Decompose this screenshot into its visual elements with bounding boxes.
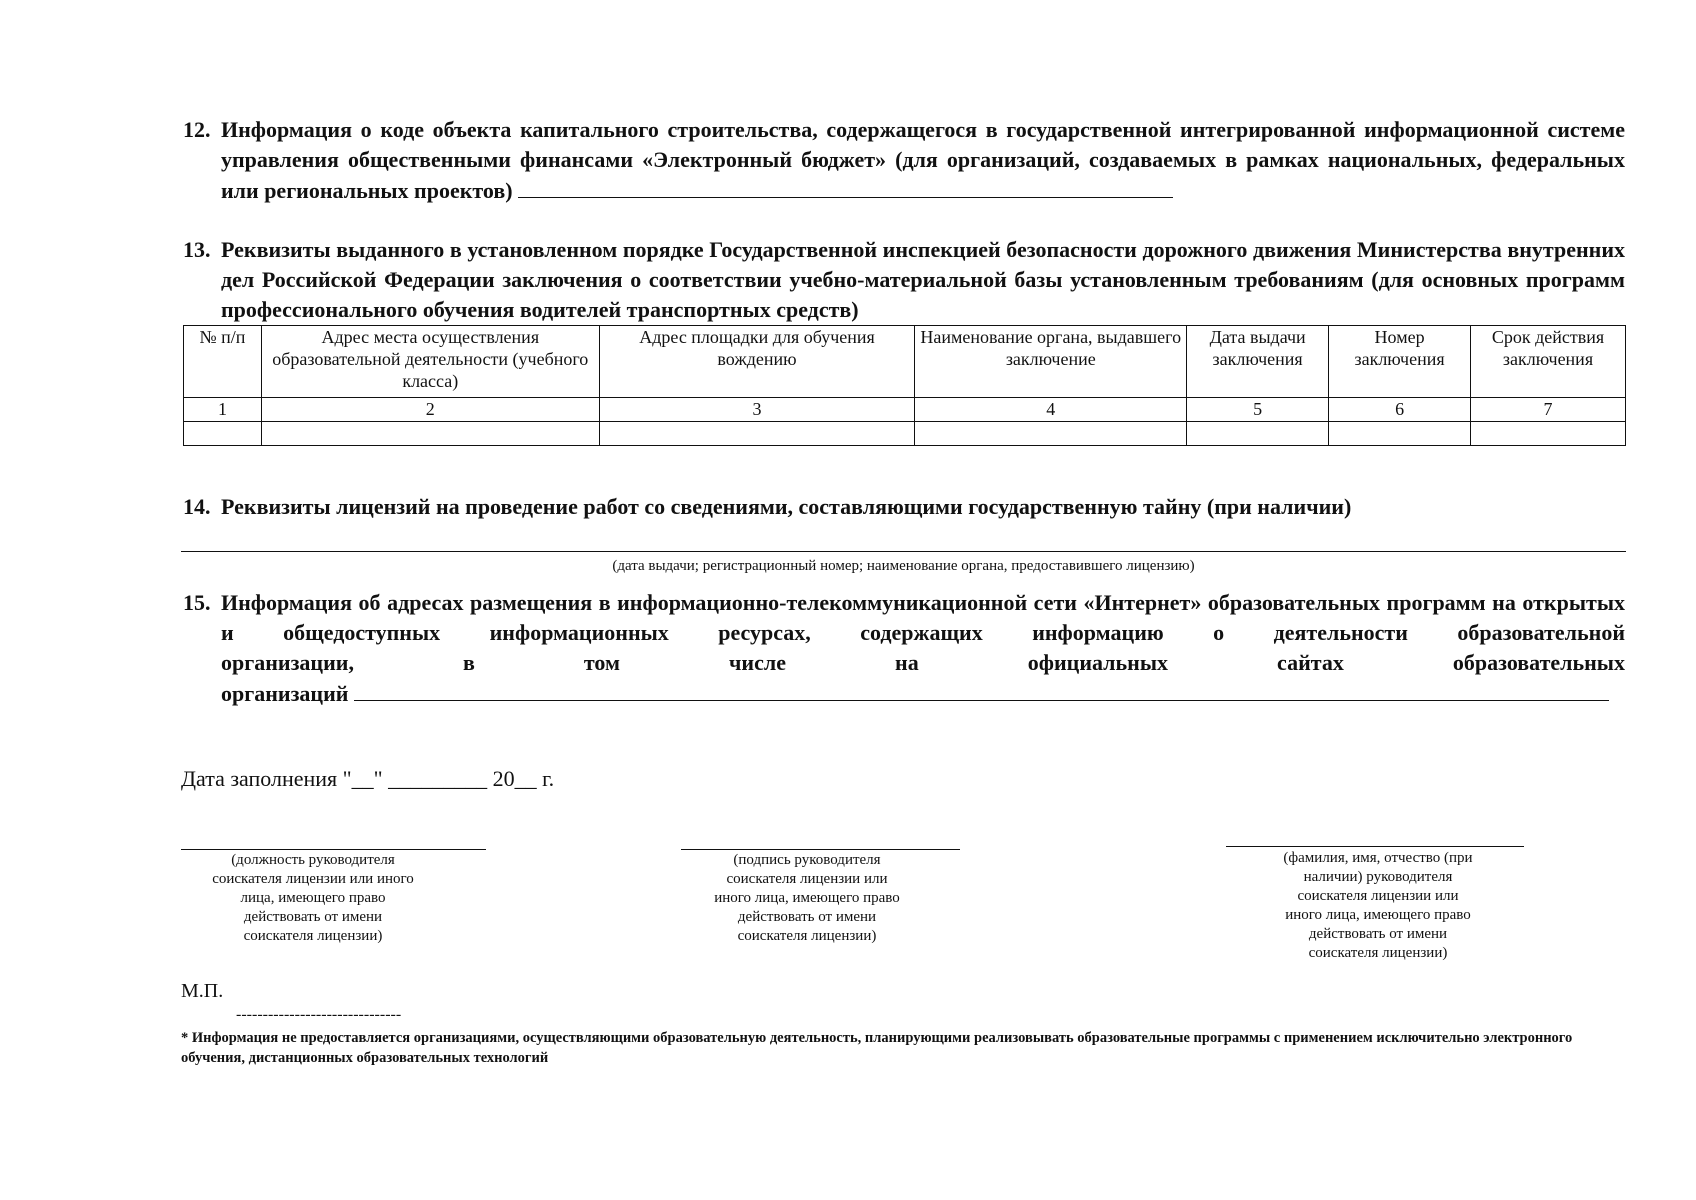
section-12-number: 12.: [183, 117, 211, 142]
position-caption: (должность руководителя соискателя лицензии или иного лица, имеющего право действовать от имени соискателя лицензии): [212, 852, 414, 944]
section-15-number: 15.: [183, 590, 211, 615]
column-number: 5: [1187, 398, 1329, 422]
table-cell[interactable]: [261, 422, 599, 446]
column-number: 2: [261, 398, 599, 422]
section-15-fill-line[interactable]: [354, 678, 1609, 701]
header-cell-validity: Срок действия заключения: [1471, 326, 1626, 398]
position-line[interactable]: [181, 849, 486, 850]
section-12: [183, 115, 1625, 206]
signature-caption: (подпись руководителя соискателя лицензии или иного лица, имеющего право действовать от имени соискателя лицензии): [714, 852, 900, 944]
table-cell[interactable]: [1471, 422, 1626, 446]
table-cell[interactable]: [184, 422, 262, 446]
footnote-separator: -------------------------------: [236, 1006, 402, 1023]
full-name-line[interactable]: [1226, 846, 1524, 847]
section-13-number: 13.: [183, 237, 211, 262]
table-empty-row: [184, 422, 1626, 446]
column-number: 4: [915, 398, 1187, 422]
section-12-text: Информация о коде объекта капитального строительства, содержащегося в государственной интегрированной информационной системе управления общественными финансами «Электронный бюджет» (для организаций, создаваемых в рамках национальных, федеральных или региональных проектов): [221, 117, 1625, 203]
column-number: 3: [599, 398, 915, 422]
table-number-row: [184, 398, 1626, 422]
header-cell-issue-date: Дата выдачи заключения: [1187, 326, 1329, 398]
table-cell[interactable]: [599, 422, 915, 446]
header-cell-number: № п/п: [184, 326, 262, 398]
section-14-number: 14.: [183, 494, 211, 519]
table-cell[interactable]: [1329, 422, 1471, 446]
section-15: [183, 588, 1625, 709]
signature-line[interactable]: [681, 849, 960, 850]
table-cell[interactable]: [1187, 422, 1329, 446]
section-15-line-3: организации, в том числе на официальных сайтах образовательных: [221, 650, 1625, 675]
header-cell-conclusion-number: Номер заключения: [1329, 326, 1471, 398]
section-12-fill-line[interactable]: [518, 175, 1173, 198]
footnote: * Информация не предоставляется организациями, осуществляющими образовательную деятельность, планирующими реализовывать образовательные программы с применением исключительно электронного обучения, дистанционных образовательных технологий: [181, 1030, 1573, 1066]
header-cell-driving-ground-address: Адрес площадки для обучения вождению: [599, 326, 915, 398]
header-cell-issuing-authority: Наименование органа, выдавшего заключение: [915, 326, 1187, 398]
section-14-caption: (дата выдачи; регистрационный номер; наименование органа, предоставившего лицензию): [612, 558, 1195, 574]
section-14-text: Реквизиты лицензий на проведение работ со сведениями, составляющими государственную тайну (при наличии): [221, 494, 1352, 519]
column-number: 1: [184, 398, 262, 422]
section-14-fill-line[interactable]: [181, 551, 1626, 552]
table-cell[interactable]: [915, 422, 1187, 446]
section-14: [183, 492, 1625, 522]
header-cell-education-address: Адрес места осуществления образовательной деятельности (учебного класса): [261, 326, 599, 398]
column-number: 6: [1329, 398, 1471, 422]
section-15-line-4: организаций: [221, 681, 349, 706]
conclusion-table: [183, 325, 1626, 446]
section-15-text: Информация об адресах размещения в информационно-телекоммуникационной сети «Интернет» образовательных программ на открытых и общедоступных информационных ресурсах, содержащих информацию о деятельности образовательной: [221, 590, 1625, 645]
section-13: [183, 235, 1625, 325]
full-name-caption: (фамилия, имя, отчество (при наличии) руководителя соискателя лицензии или иного лица, имеющего право действовать от имени соискателя лицензии): [1283, 850, 1473, 961]
stamp-label: М.П.: [181, 980, 224, 1002]
column-number: 7: [1471, 398, 1626, 422]
fill-date[interactable]: Дата заполнения "__" _________ 20__ г.: [181, 766, 555, 791]
section-13-text: Реквизиты выданного в установленном порядке Государственной инспекцией безопасности дорожного движения Министерства внутренних дел Российской Федерации заключения о соответствии учебно-материальной базы установленным требованиям (для основных программ профессионального обучения водителей транспортных средств): [221, 237, 1625, 322]
table-header-row: [184, 326, 1626, 398]
